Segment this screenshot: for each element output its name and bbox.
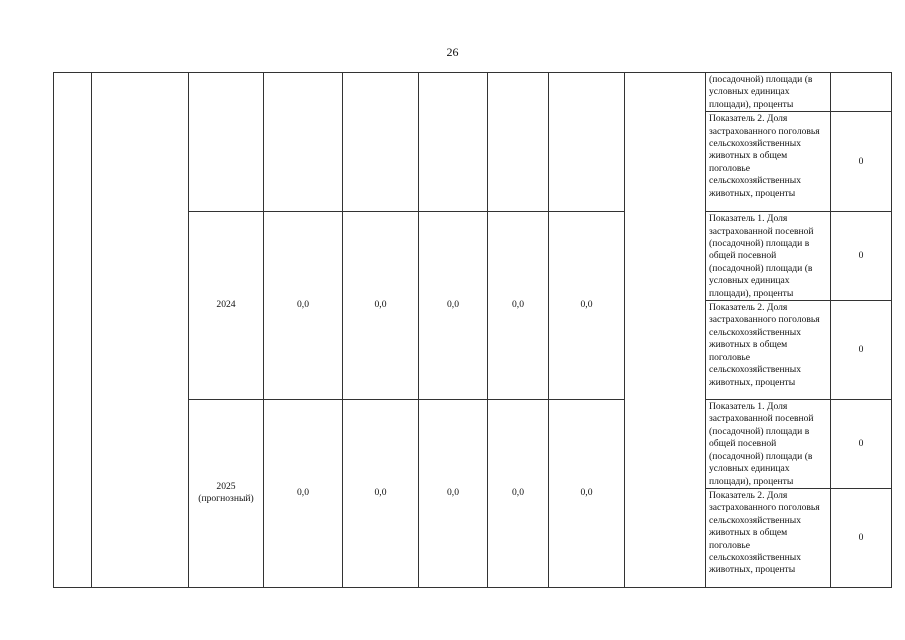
indicator-cell: Показатель 1. Доля застрахованной посевной (посадочной) площади в общей посевной (посадочной) площади (в условных единицах площади), проценты xyxy=(706,212,831,301)
table-cell-value xyxy=(264,73,343,212)
indicator-cell: (посадочной) площади (в условных единицах площади), проценты xyxy=(706,73,831,112)
page-number: 26 xyxy=(446,45,459,59)
indicator-cell: Показатель 2. Доля застрахованного поголовья сельскохозяйственных животных в общем поголовье сельскохозяйственных животных, проценты xyxy=(706,301,831,400)
indicator-value: 0 xyxy=(831,400,892,489)
indicator-value: 0 xyxy=(831,301,892,400)
table-cell-value xyxy=(549,73,625,212)
indicator-cell: Показатель 2. Доля застрахованного поголовья сельскохозяйственных животных в общем поголовье сельскохозяйственных животных, проценты xyxy=(706,488,831,587)
indicator-value: 0 xyxy=(831,488,892,587)
year-label: 2025 xyxy=(216,481,236,493)
value-cell: 0,0 xyxy=(549,400,625,588)
value-cell: 0,0 xyxy=(488,212,549,400)
indicator-cell: Показатель 2. Доля застрахованного поголовья сельскохозяйственных животных в общем поголовье сельскохозяйственных животных, проценты xyxy=(706,112,831,212)
table-cell-value xyxy=(343,73,419,212)
indicator-value: 0 xyxy=(831,112,892,212)
value-cell: 0,0 xyxy=(343,212,419,400)
value-cell: 0,0 xyxy=(343,400,419,588)
year-cell xyxy=(189,400,264,588)
value-cell: 0,0 xyxy=(264,400,343,588)
indicator-value: 0 xyxy=(831,212,892,301)
indicator-value xyxy=(831,73,892,112)
table-cell-name xyxy=(92,73,189,588)
year-note: (прогнозный) xyxy=(198,493,254,505)
program-table xyxy=(53,72,892,588)
table-cell-number xyxy=(54,73,92,588)
table-cell-executor xyxy=(625,73,706,588)
table-cell-value xyxy=(488,73,549,212)
value-cell: 0,0 xyxy=(419,400,488,588)
table-row xyxy=(54,73,892,112)
table-cell-year xyxy=(189,73,264,212)
value-cell: 0,0 xyxy=(488,400,549,588)
value-cell: 0,0 xyxy=(549,212,625,400)
indicator-cell: Показатель 1. Доля застрахованной посевной (посадочной) площади в общей посевной (посадочной) площади (в условных единицах площади), проценты xyxy=(706,400,831,489)
value-cell: 0,0 xyxy=(264,212,343,400)
value-cell: 0,0 xyxy=(419,212,488,400)
table-cell-value xyxy=(419,73,488,212)
year-cell: 2024 xyxy=(189,212,264,400)
